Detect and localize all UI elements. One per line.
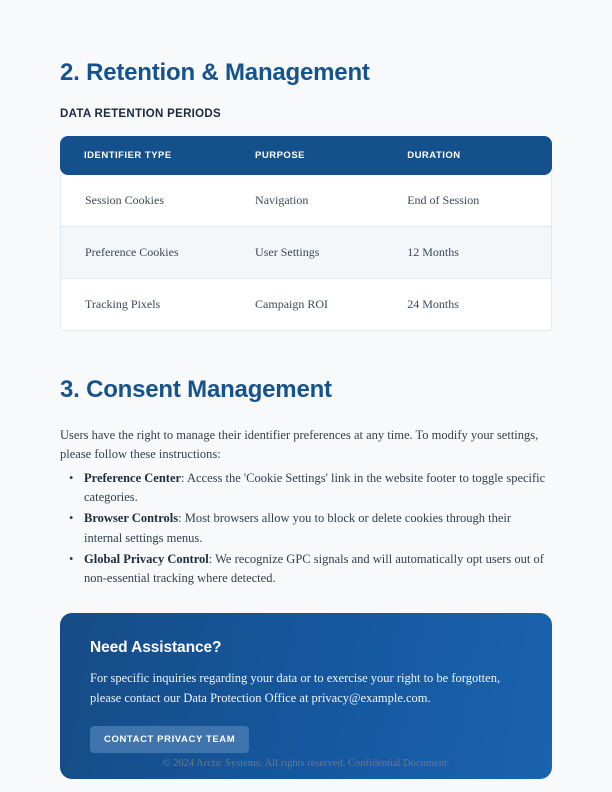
cell-purpose: Campaign ROI [255, 279, 407, 331]
section-3 [60, 331, 552, 588]
callout-body-text: For specific inquiries regarding your data or to exercise your right to be forgotten, please contact our Data Protection Office at privacy@example.com. [90, 670, 501, 705]
column-header-duration: DURATION [407, 136, 552, 175]
cell-identifier-type: Session Cookies [60, 175, 255, 227]
cell-duration: 12 Months [407, 227, 552, 279]
table-header-row [60, 136, 552, 175]
cell-purpose: Navigation [255, 175, 407, 227]
list-item [82, 469, 552, 508]
table-body [60, 175, 552, 331]
table-row [60, 279, 552, 331]
cell-duration: 24 Months [407, 279, 552, 331]
cell-identifier-type: Preference Cookies [60, 227, 255, 279]
section-3-heading: 3. Consent Management [60, 376, 332, 404]
list-item-term: Global Privacy Control [84, 552, 209, 567]
column-header-identifier-type: IDENTIFIER TYPE [60, 136, 255, 175]
list-item-term: Preference Center [84, 470, 182, 485]
section-2-heading: 2. Retention & Management [60, 59, 370, 86]
column-header-purpose: PURPOSE [255, 136, 407, 175]
data-retention-table [60, 136, 552, 331]
list-item-text: : We recognize GPC signals and will automatically opt users out of non-essential tracking where detected. [84, 552, 544, 586]
need-assistance-callout [60, 613, 552, 780]
table-row [60, 175, 552, 227]
section-2 [60, 0, 552, 331]
cell-identifier-type: Tracking Pixels [60, 279, 255, 331]
contact-privacy-team-button[interactable]: CONTACT PRIVACY TEAM [90, 726, 249, 754]
section-3-intro-paragraph: Users have the right to manage their identifier preferences at any time. To modify your settings, please follow these instructions: [60, 427, 539, 462]
list-item-text: : Access the 'Cookie Settings' link in the website footer to toggle specific categories. [84, 470, 546, 504]
cell-purpose: User Settings [255, 227, 407, 279]
list-item [82, 509, 552, 548]
cell-duration: End of Session [407, 175, 552, 227]
table-row [60, 227, 552, 279]
consent-instructions-list [60, 469, 552, 589]
list-item [82, 550, 552, 589]
list-item-text: : Most browsers allow you to block or delete cookies through their internal settings menus. [84, 511, 512, 545]
page-footer: © 2024 Arctic Systems. All rights reserved. Confidential Document. [162, 758, 450, 769]
list-item-term: Browser Controls [84, 511, 179, 526]
callout-title: Need Assistance? [90, 638, 222, 656]
table-header [60, 136, 552, 175]
data-retention-subheading: DATA RETENTION PERIODS [60, 108, 222, 121]
